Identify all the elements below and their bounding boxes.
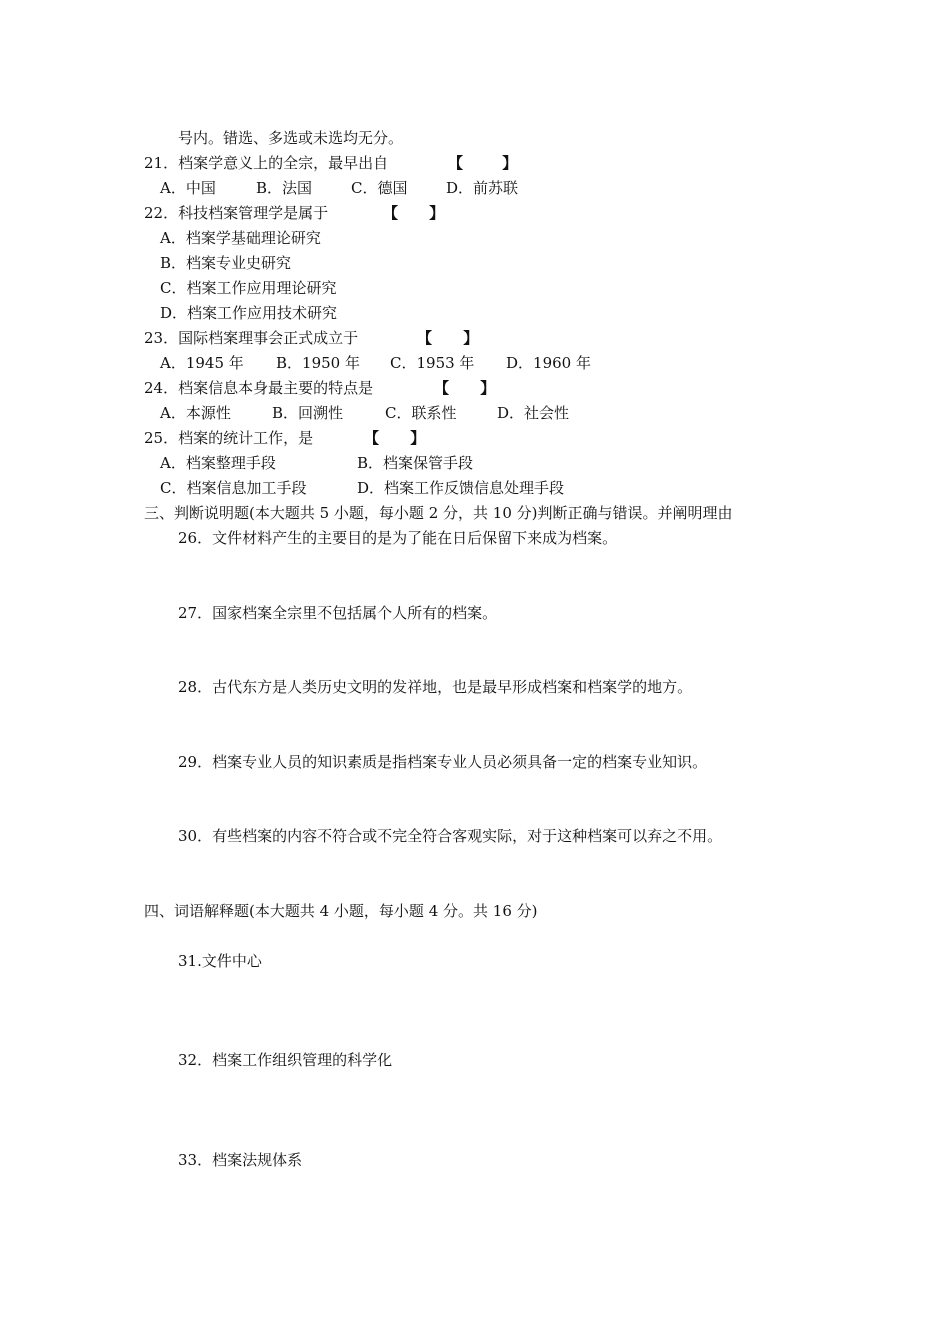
question-24-option-c: C．联系性 [385,404,457,422]
section-4-title: 四、词语解释题(本大题共 4 小题，每小题 4 分。共 16 分) [144,902,538,920]
section-3-title: 三、判断说明题(本大题共 5 小题，每小题 2 分，共 10 分)判断正确与错误。并阐明理由 [144,504,733,522]
intro-text: 号内。错选、多选或未选均无分。 [178,129,404,147]
question-24-answer-bracket: 【 】 [434,379,496,397]
question-22-stem: 22．科技档案管理学是属于 [144,204,329,222]
question-22-answer-bracket: 【 】 [383,204,445,222]
question-25-option-c: C．档案信息加工手段 [160,479,307,497]
question-23-answer-bracket: 【 】 [417,329,479,347]
question-24-option-a: A．本源性 [160,404,231,422]
judgement-item-30: 30．有些档案的内容不符合或不完全符合客观实际，对于这种档案可以弃之不用。 [178,827,723,845]
question-21-option-c: C．德国 [351,179,408,197]
question-23-option-b: B．1950 年 [276,354,360,372]
judgement-item-26: 26．文件材料产生的主要目的是为了能在日后保留下来成为档案。 [178,529,618,547]
question-22-option-c: C．档案工作应用理论研究 [160,279,337,297]
question-23-stem: 23．国际档案理事会正式成立于 [144,329,359,347]
question-23-option-a: A．1945 年 [160,354,244,372]
question-25-option-b: B．档案保管手段 [357,454,474,472]
question-21-option-b: B．法国 [256,179,313,197]
question-25-option-d: D．档案工作反馈信息处理手段 [357,479,565,497]
question-24-option-d: D．社会性 [497,404,570,422]
question-25-option-a: A．档案整理手段 [160,454,276,472]
question-24-stem: 24．档案信息本身最主要的特点是 [144,379,374,397]
judgement-item-27: 27．国家档案全宗里不包括属个人所有的档案。 [178,604,498,622]
question-25-answer-bracket: 【 】 [364,429,426,447]
question-21-option-d: D．前苏联 [446,179,519,197]
question-22-option-d: D．档案工作应用技术研究 [160,304,338,322]
question-23-option-d: D．1960 年 [506,354,591,372]
judgement-item-29: 29．档案专业人员的知识素质是指档案专业人员必须具备一定的档案专业知识。 [178,753,708,771]
question-24-option-b: B．回溯性 [272,404,344,422]
question-21-option-a: A．中国 [160,179,216,197]
term-item-33: 33．档案法规体系 [178,1151,303,1169]
term-item-32: 32．档案工作组织管理的科学化 [178,1051,393,1069]
question-22-option-a: A．档案学基础理论研究 [160,229,321,247]
judgement-item-28: 28．古代东方是人类历史文明的发祥地，也是最早形成档案和档案学的地方。 [178,678,693,696]
question-21-stem: 21．档案学意义上的全宗，最早出自 [144,154,389,172]
term-item-31: 31.文件中心 [178,952,262,970]
question-25-stem: 25．档案的统计工作，是 [144,429,314,447]
question-23-option-c: C．1953 年 [390,354,475,372]
question-21-answer-bracket: 【 】 [448,154,518,172]
question-22-option-b: B．档案专业史研究 [160,254,292,272]
